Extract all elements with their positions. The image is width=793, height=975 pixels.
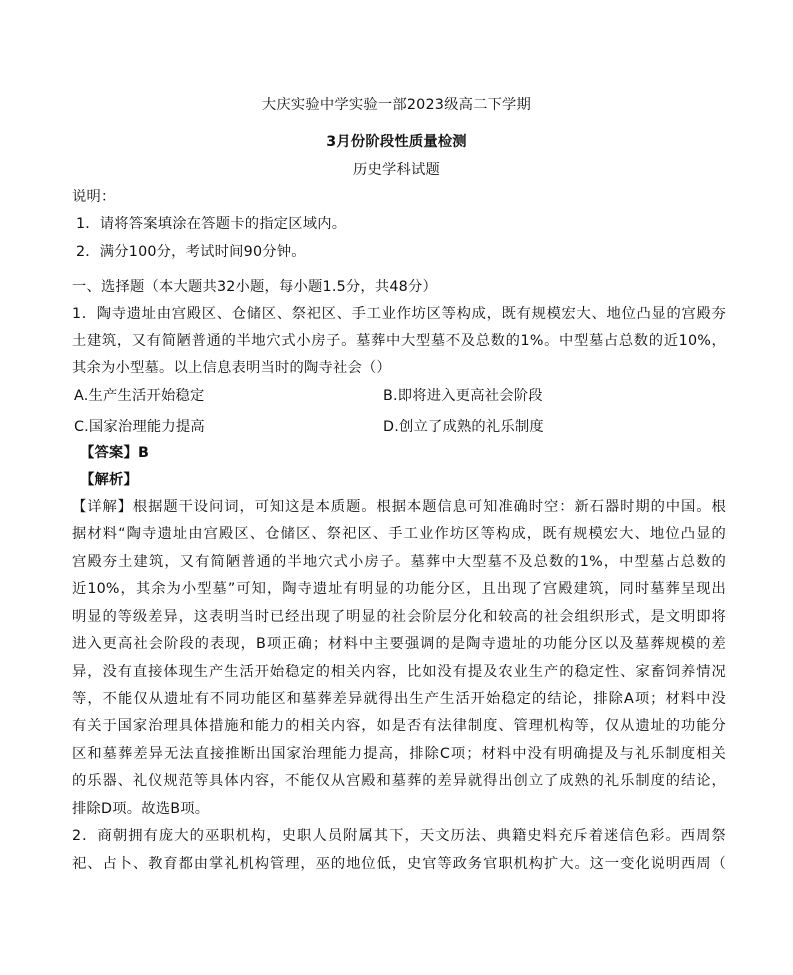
q1-option-a: A.生产生活开始稳定 bbox=[74, 388, 205, 404]
q1-detail-line-4: 近10%，其余为小型墓”可知，陶寺遗址有明显的功能分区，且出现了宫殿建筑，同时墓葬呈现出 bbox=[72, 581, 726, 597]
q1-detail-line-5: 明显的等级差异，这表明当时已经出现了明显的社会阶层分化和较高的社会组织形式，是文明即将 bbox=[72, 609, 726, 625]
section-heading: 一、选择题（本大题共32小题，每小题1.5分，共48分） bbox=[72, 279, 437, 295]
q1-detail-line-6: 进入更高社会阶段的表现，B项正确；材料中主要强调的是陶寺遗址的功能分区以及墓葬规模的差 bbox=[72, 636, 726, 652]
q1-stem-line-1: 1．陶寺遗址由宫殿区、仓储区、祭祀区、手工业作坊区等构成，既有规模宏大、地位凸显的宫殿夯 bbox=[72, 306, 726, 322]
q1-detail-line-3: 宫殿夯土建筑，又有简陋普通的半地穴式小房子。墓葬中大型墓不及总数的1%，中型墓占总数的 bbox=[72, 554, 726, 570]
q1-stem-line-3: 其余为小型墓。以上信息表明当时的陶寺社会（） bbox=[72, 360, 391, 376]
q1-option-d: D.创立了成熟的礼乐制度 bbox=[383, 419, 544, 435]
q1-answer: 【答案】B bbox=[80, 445, 150, 461]
subject-title: 历史学科试题 bbox=[353, 162, 440, 178]
q1-detail-line-7: 异，没有直接体现生产生活开始稳定的相关内容，比如没有提及农业生产的稳定性、家畜饲养情况 bbox=[72, 664, 726, 680]
q1-detail-line-11: 的乐器、礼仪规范等具体内容，不能仅从宫殿和墓葬的差异就得出创立了成熟的礼乐制度的结论， bbox=[72, 773, 726, 789]
q1-detail-line-9: 有关于国家治理具体措施和能力的相关内容，如是否有法律制度、管理机构等，仅从遗址的功能分 bbox=[72, 718, 726, 734]
instructions-heading: 说明： bbox=[72, 189, 116, 205]
q1-stem-line-2: 土建筑，又有简陋普通的半地穴式小房子。墓葬中大型墓不及总数的1%。中型墓占总数的近10%， bbox=[72, 333, 726, 349]
instruction-item-2: 2．满分100分，考试时间90分钟。 bbox=[76, 244, 306, 260]
q1-detail-line-12: 排除D项。故选B项。 bbox=[72, 801, 210, 817]
school-title: 大庆实验中学实验一部2023级高二下学期 bbox=[261, 97, 532, 113]
exam-title: 3月份阶段性质量检测 bbox=[326, 134, 467, 150]
q1-detail-line-2: 据材料“陶寺遗址由宫殿区、仓储区、祭祀区、手工业作坊区等构成，既有规模宏大、地位凸显的 bbox=[72, 526, 726, 542]
instruction-item-1: 1．请将答案填涂在答题卡的指定区域内。 bbox=[76, 216, 347, 232]
q2-stem-line-1: 2．商朝拥有庞大的巫职机构，史职人员附属其下，天文历法、典籍史料充斥着迷信色彩。西周祭 bbox=[72, 828, 726, 844]
q1-option-c: C.国家治理能力提高 bbox=[74, 419, 205, 435]
q1-detail-line-8: 等，不能仅从遗址有不同功能区和墓葬差异就得出生产生活开始稳定的结论，排除A项；材料中没 bbox=[72, 691, 726, 707]
q1-analysis-label: 【解析】 bbox=[80, 472, 138, 488]
q1-detail-line-10: 区和墓葬差异无法直接推断出国家治理能力提高，排除C项；材料中没有明确提及与礼乐制度相关 bbox=[72, 746, 726, 762]
q1-detail-line-1: 【详解】根据题干设问词，可知这是本质题。根据本题信息可知准确时空：新石器时期的中国。根 bbox=[72, 499, 726, 515]
q1-option-b: B.即将进入更高社会阶段 bbox=[383, 388, 543, 404]
q2-stem-line-2: 祀、占卜、教育都由掌礼机构管理，巫的地位低，史官等政务官职机构扩大。这一变化说明西周（ bbox=[72, 856, 726, 872]
